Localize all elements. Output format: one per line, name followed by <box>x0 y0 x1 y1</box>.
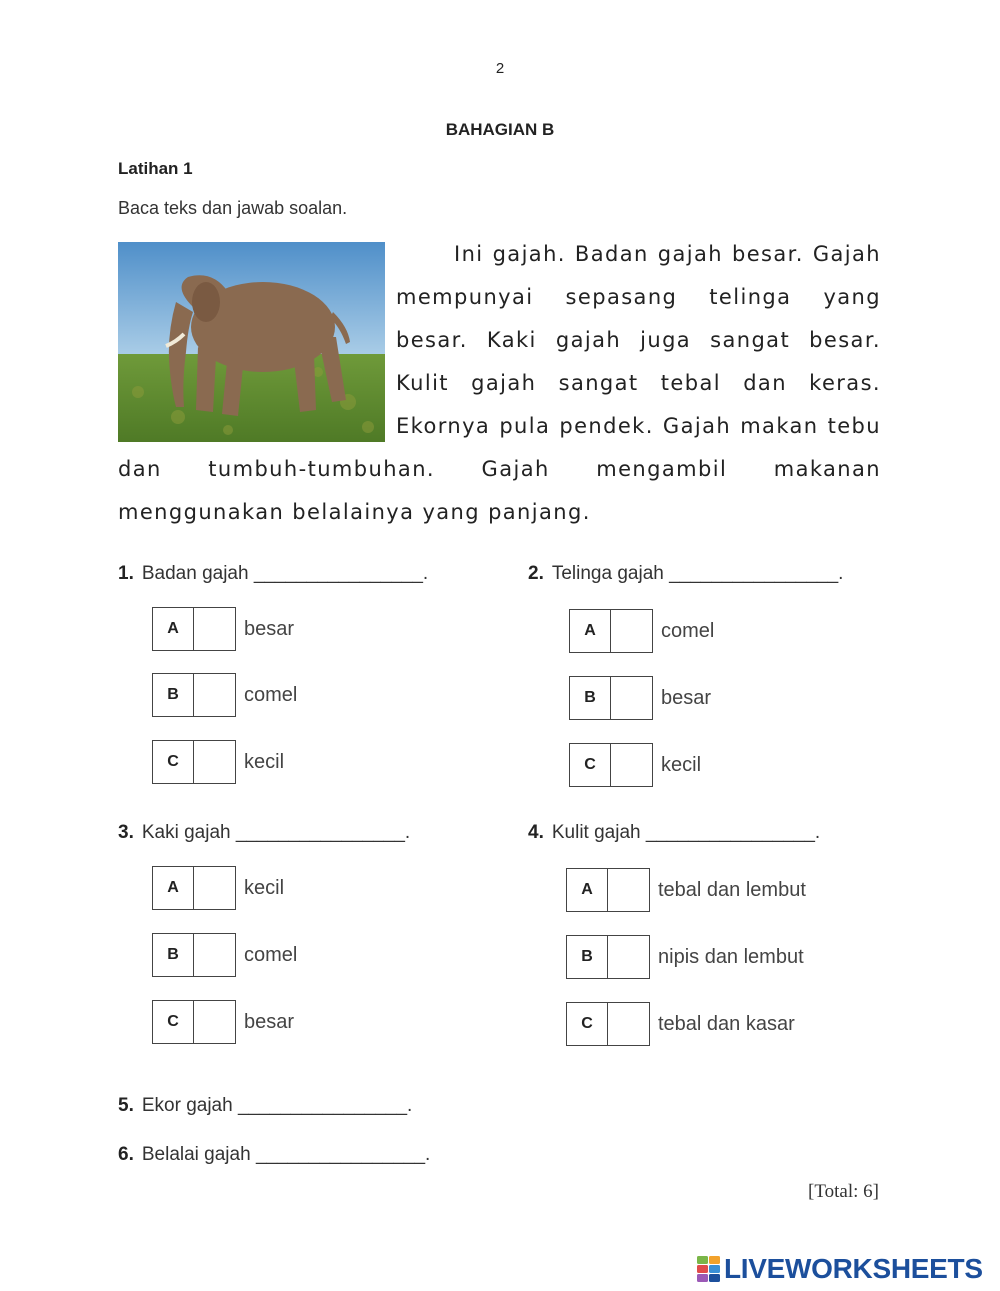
question-text: Kulit gajah ________________. <box>551 822 821 843</box>
q3-answer-box-b[interactable] <box>194 934 235 976</box>
total-score: [Total: 6] <box>808 1181 879 1202</box>
option-letter: C <box>153 1001 194 1043</box>
q4-option-c <box>566 1002 795 1046</box>
option-letter: A <box>153 867 194 909</box>
q4-option-a <box>566 868 806 912</box>
option-letter: B <box>570 677 611 719</box>
question-2 <box>528 563 843 585</box>
q3-option-b <box>152 933 297 977</box>
passage-bottom-line2: menggunakan belalainya yang panjang. <box>118 500 591 524</box>
option-text: besar <box>244 1010 295 1033</box>
option-text: comel <box>244 943 298 966</box>
option-text: nipis dan lembut <box>658 945 804 968</box>
q1-option-a <box>152 607 294 651</box>
q1-option-b <box>152 673 297 717</box>
q2-answer-box-c[interactable] <box>611 744 652 786</box>
question-number: 2. <box>528 563 544 584</box>
question-text: Badan gajah ________________. <box>141 563 429 584</box>
option-text: kecil <box>244 876 285 899</box>
option-text: kecil <box>244 750 285 773</box>
passage-bottom <box>118 448 881 534</box>
q1-answer-box-a[interactable] <box>194 608 235 650</box>
question-1 <box>118 563 428 585</box>
instruction-text: Baca teks dan jawab soalan. <box>118 198 348 218</box>
option-letter: A <box>153 608 194 650</box>
question-6[interactable] <box>118 1144 430 1166</box>
option-text: comel <box>244 683 298 706</box>
elephant-photo <box>118 242 385 442</box>
brand-name: LIVEWORKSHEETS <box>724 1253 983 1284</box>
liveworksheets-brand[interactable] <box>697 1253 983 1285</box>
q1-answer-box-c[interactable] <box>194 741 235 783</box>
passage-bottom-line1: dan tumbuh-tumbuhan. Gajah mengambil makanan <box>118 457 881 481</box>
option-letter: B <box>153 934 194 976</box>
q3-answer-box-c[interactable] <box>194 1001 235 1043</box>
q4-answer-box-c[interactable] <box>608 1003 649 1045</box>
liveworksheets-logo-icon <box>697 1256 721 1282</box>
passage-top-text: Ini gajah. Badan gajah besar. Gajah mempunyai sepasang telinga yang besar. Kaki gajah juga sangat besar. Kulit gajah sangat tebal dan keras. Ekornya pula pendek. Gajah makan tebu <box>396 242 881 438</box>
option-text: kecil <box>661 753 702 776</box>
option-text: besar <box>661 686 712 709</box>
question-text: Ekor gajah ________________. <box>141 1095 413 1116</box>
question-text: Belalai gajah ________________. <box>141 1144 431 1165</box>
q2-option-c <box>569 743 701 787</box>
option-letter: B <box>567 936 608 978</box>
option-text: comel <box>661 619 715 642</box>
q2-answer-box-a[interactable] <box>611 610 652 652</box>
q3-option-a <box>152 866 284 910</box>
q3-answer-box-a[interactable] <box>194 867 235 909</box>
question-number: 4. <box>528 822 544 843</box>
page-number: 2 <box>495 60 505 77</box>
option-text: besar <box>244 617 295 640</box>
exercise-title: Latihan 1 <box>118 159 193 178</box>
question-number: 6. <box>118 1144 134 1165</box>
question-number: 3. <box>118 822 134 843</box>
question-text: Telinga gajah ________________. <box>551 563 844 584</box>
option-letter: C <box>153 741 194 783</box>
q4-option-b <box>566 935 804 979</box>
option-letter: B <box>153 674 194 716</box>
q1-option-c <box>152 740 284 784</box>
option-letter: C <box>570 744 611 786</box>
passage-top <box>396 233 881 448</box>
q4-answer-box-b[interactable] <box>608 936 649 978</box>
q1-answer-box-b[interactable] <box>194 674 235 716</box>
question-number: 5. <box>118 1095 134 1116</box>
q2-option-a <box>569 609 714 653</box>
option-letter: C <box>567 1003 608 1045</box>
q2-option-b <box>569 676 711 720</box>
question-5[interactable] <box>118 1095 412 1117</box>
option-text: tebal dan lembut <box>658 878 806 901</box>
option-text: tebal dan kasar <box>658 1012 795 1035</box>
question-4 <box>528 822 820 844</box>
option-letter: A <box>570 610 611 652</box>
question-number: 1. <box>118 563 134 584</box>
option-letter: A <box>567 869 608 911</box>
q3-option-c <box>152 1000 294 1044</box>
question-text: Kaki gajah ________________. <box>141 822 411 843</box>
q4-answer-box-a[interactable] <box>608 869 649 911</box>
question-3 <box>118 822 410 844</box>
section-title: BAHAGIAN B <box>445 120 555 139</box>
q2-answer-box-b[interactable] <box>611 677 652 719</box>
